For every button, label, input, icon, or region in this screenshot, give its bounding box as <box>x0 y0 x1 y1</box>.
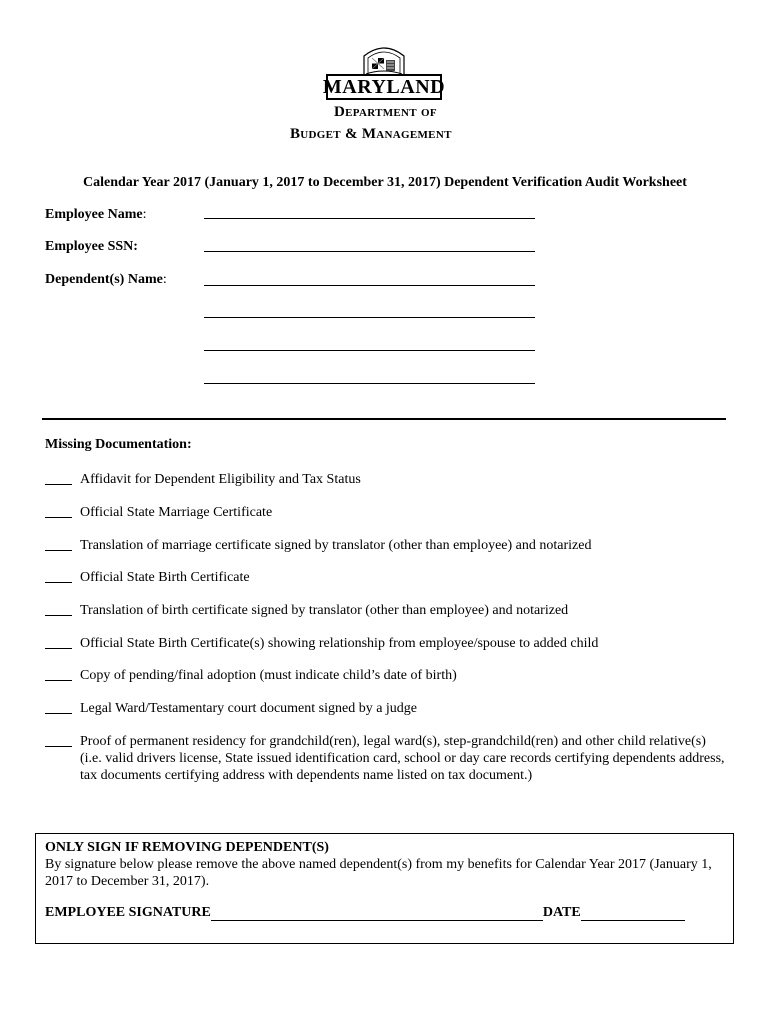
doc-check-blank[interactable] <box>45 602 72 616</box>
section-divider <box>42 418 726 420</box>
date-field[interactable] <box>581 907 685 921</box>
remove-dependent-text: By signature below please remove the above named dependent(s) from my benefits for Calendar Year 2017 (January 1, 2017 to December 31, 2017). <box>45 857 712 889</box>
doc-check-blank[interactable] <box>45 733 72 747</box>
department-line-1: Department of <box>334 104 437 120</box>
employee-name-label: Employee Name: <box>45 207 147 222</box>
employee-ssn-label: Employee SSN: <box>45 239 138 254</box>
doc-item <box>45 700 730 717</box>
doc-item <box>45 602 730 619</box>
employee-name-field[interactable] <box>204 218 535 219</box>
doc-item-text: Legal Ward/Testamentary court document signed by a judge <box>80 701 418 716</box>
doc-item <box>45 569 730 586</box>
maryland-seal-icon <box>360 44 408 76</box>
doc-item <box>45 635 730 652</box>
maryland-logo <box>322 74 446 100</box>
doc-check-blank[interactable] <box>45 471 72 485</box>
doc-item <box>45 471 730 488</box>
doc-item <box>45 537 730 554</box>
doc-item-text: Official State Birth Certificate <box>80 570 250 585</box>
employee-signature-field[interactable] <box>211 907 543 921</box>
doc-item-text: Affidavit for Dependent Eligibility and Tax Status <box>80 472 361 487</box>
dependent-name-field-4[interactable] <box>204 383 535 384</box>
doc-item <box>45 504 730 521</box>
employee-ssn-field[interactable] <box>204 251 535 252</box>
doc-check-blank[interactable] <box>45 504 72 518</box>
doc-item-text: Proof of permanent residency for grandchild(ren), legal ward(s), step-grandchild(ren) and other child relative(s) (i.e. valid drivers license, State issued identification card, school or day care records certifying dependents address, tax documents certifying address with dependents name listed on tax document.) <box>80 734 725 783</box>
doc-check-blank[interactable] <box>45 667 72 681</box>
doc-item-text: Official State Birth Certificate(s) showing relationship from employee/spouse to added child <box>80 636 599 651</box>
doc-item <box>45 667 730 684</box>
doc-item <box>45 733 730 784</box>
dependent-name-field-1[interactable] <box>204 285 535 286</box>
signature-row <box>45 905 685 921</box>
doc-check-blank[interactable] <box>45 569 72 583</box>
dependent-name-field-2[interactable] <box>204 317 535 318</box>
signature-label: EMPLOYEE SIGNATURE <box>45 905 211 920</box>
missing-documentation-heading: Missing Documentation: <box>45 437 192 452</box>
dependent-name-field-3[interactable] <box>204 350 535 351</box>
doc-item-text: Translation of birth certificate signed by translator (other than employee) and notarized <box>80 603 569 618</box>
date-label: DATE <box>542 905 581 920</box>
department-line-2: Budget & Management <box>290 126 452 142</box>
doc-check-blank[interactable] <box>45 537 72 551</box>
remove-dependent-heading: ONLY SIGN IF REMOVING DEPENDENT(S) <box>45 840 329 855</box>
doc-item-text: Official State Marriage Certificate <box>80 505 273 520</box>
dependents-name-label: Dependent(s) Name: <box>45 272 167 287</box>
doc-check-blank[interactable] <box>45 700 72 714</box>
doc-item-text: Copy of pending/final adoption (must indicate child’s date of birth) <box>80 668 457 683</box>
doc-item-text: Translation of marriage certificate signed by translator (other than employee) and notarized <box>80 538 592 553</box>
worksheet-title: Calendar Year 2017 (January 1, 2017 to December 31, 2017) Dependent Verification Audit Worksheet <box>83 175 687 190</box>
logo-text: MARYLAND <box>322 76 446 98</box>
doc-check-blank[interactable] <box>45 635 72 649</box>
